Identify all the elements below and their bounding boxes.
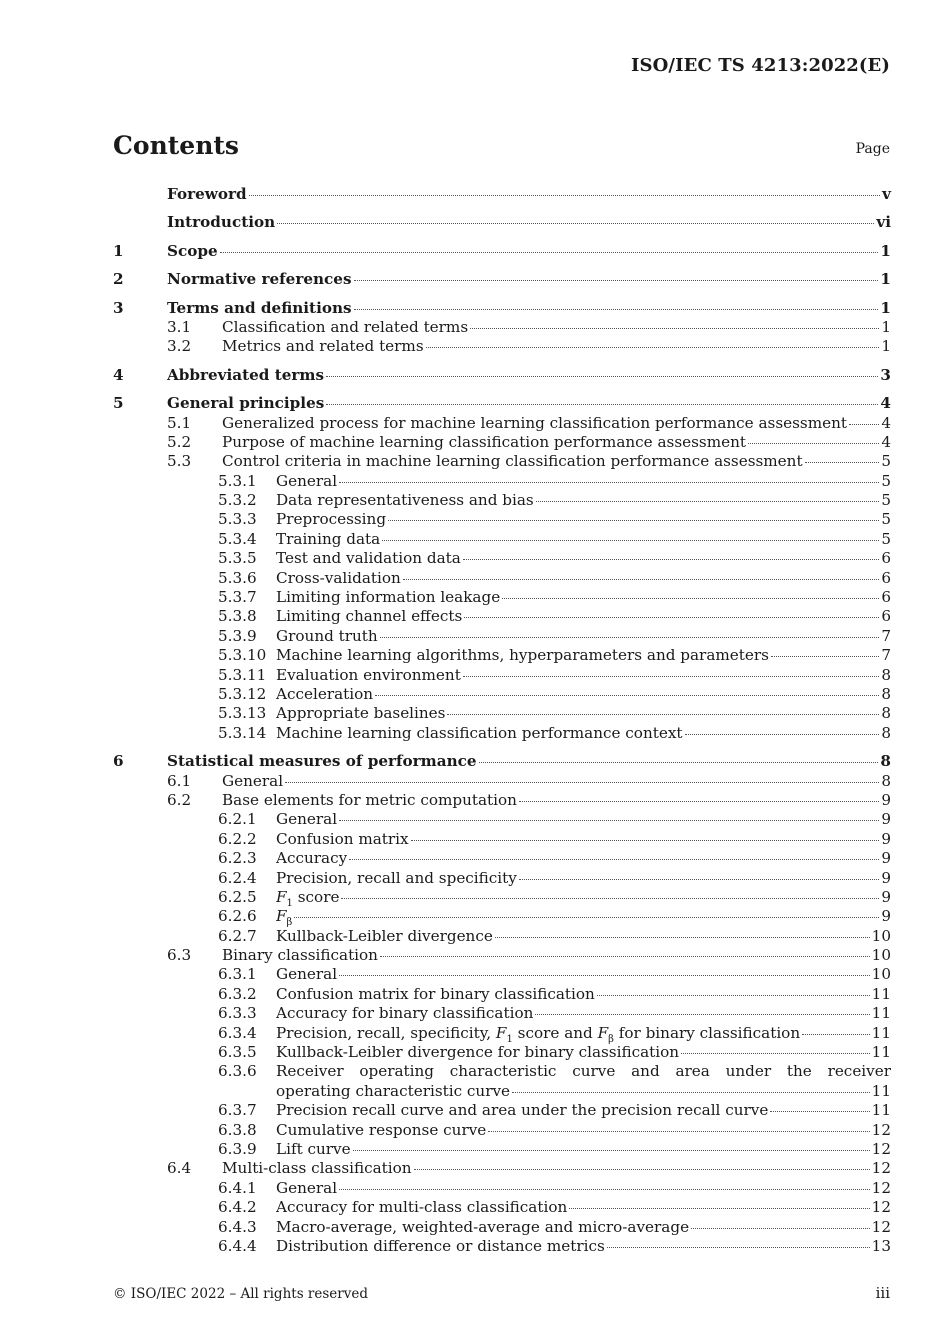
toc-entry[interactable] bbox=[113, 907, 891, 929]
toc-entry-number: 5.3.3 bbox=[218, 510, 257, 529]
toc-entry[interactable] bbox=[113, 366, 891, 385]
toc-entry-number: 6.2.3 bbox=[218, 849, 257, 868]
toc-entry-page: vi bbox=[876, 213, 891, 232]
dot-leader bbox=[375, 694, 879, 696]
toc-entry-number: 6.3.3 bbox=[218, 1004, 257, 1023]
toc-entry-number: 6.3.9 bbox=[218, 1139, 257, 1158]
toc-entry-number: 5.3.14 bbox=[218, 723, 267, 742]
toc-entry-title: Terms and definitions bbox=[167, 298, 352, 317]
toc-entry[interactable] bbox=[113, 1062, 891, 1101]
toc-entry-page: 5 bbox=[881, 452, 891, 471]
dot-leader bbox=[502, 597, 879, 599]
dot-leader bbox=[294, 916, 879, 918]
toc-entry[interactable] bbox=[113, 946, 891, 965]
toc-entry-title: Accuracy for multi-class classification bbox=[276, 1198, 568, 1217]
toc-entry-title: Machine learning classification performance context bbox=[276, 723, 683, 742]
dot-leader bbox=[519, 878, 879, 880]
toc-entry-title: Foreword bbox=[167, 185, 247, 203]
dot-leader bbox=[349, 858, 879, 860]
toc-entry-page: 13 bbox=[871, 1236, 891, 1255]
toc-entry-number: 5.3 bbox=[167, 452, 192, 471]
toc-entry-title: General bbox=[276, 471, 338, 490]
toc-entry-title: Data representativeness and bias bbox=[276, 491, 534, 510]
toc-entry-title: Accuracy bbox=[276, 849, 348, 868]
toc-entry-title-continued: operating characteristic curve bbox=[276, 1081, 511, 1100]
toc-entry-title: Cross-validation bbox=[276, 568, 401, 587]
toc-entry[interactable] bbox=[113, 242, 891, 261]
toc-entry[interactable] bbox=[113, 185, 891, 204]
toc-entry[interactable] bbox=[113, 1004, 891, 1023]
toc-entry-page: 10 bbox=[871, 965, 891, 984]
toc-entry-page: 6 bbox=[881, 568, 891, 587]
toc-entry-title: Generalized process for machine learning classification performance assessment bbox=[222, 413, 847, 432]
toc-entry[interactable] bbox=[113, 569, 891, 588]
toc-entry-title: Kullback-Leibler divergence for binary classification bbox=[276, 1043, 680, 1062]
toc-entry[interactable] bbox=[113, 530, 891, 549]
toc-entry-number: 6 bbox=[113, 752, 124, 771]
toc-entry-number: 5.2 bbox=[167, 432, 192, 451]
toc-entry-number: 5.3.5 bbox=[218, 549, 257, 568]
toc-entry-title: Metrics and related terms bbox=[222, 337, 424, 356]
toc-entry-page: 4 bbox=[880, 394, 891, 413]
toc-entry-title: $F_1$ score bbox=[276, 887, 340, 909]
toc-entry-page: 11 bbox=[871, 1004, 891, 1023]
dot-leader bbox=[353, 1149, 870, 1151]
dot-leader bbox=[388, 519, 879, 521]
toc-entry-number: 3 bbox=[113, 298, 124, 317]
toc-entry-title: Confusion matrix for binary classification bbox=[276, 984, 595, 1003]
dot-leader bbox=[464, 616, 879, 618]
toc-entry-title: Control criteria in machine learning classification performance assessment bbox=[222, 452, 803, 471]
toc-entry-title: Appropriate baselines bbox=[276, 704, 446, 723]
toc-entry[interactable] bbox=[113, 849, 891, 868]
toc-entry-page: 9 bbox=[881, 849, 891, 868]
toc-entry[interactable] bbox=[113, 549, 891, 568]
toc-entry-number: 5.3.7 bbox=[218, 588, 257, 607]
toc-entry[interactable] bbox=[113, 810, 891, 829]
toc-entry-title: Limiting information leakage bbox=[276, 588, 501, 607]
toc-entry-title: Kullback-Leibler divergence bbox=[276, 926, 493, 945]
toc-entry-number: 6.2.1 bbox=[218, 810, 257, 829]
toc-entry-number: 6.2 bbox=[167, 790, 192, 809]
toc-entry-title: Distribution difference or distance metrics bbox=[276, 1236, 605, 1255]
dot-leader bbox=[285, 781, 879, 783]
dot-leader bbox=[771, 655, 879, 657]
toc-entry[interactable] bbox=[113, 607, 891, 626]
toc-entry-page: 1 bbox=[880, 241, 891, 260]
toc-entry-number: 3.1 bbox=[167, 317, 192, 336]
toc-entry-number: 5.3.1 bbox=[218, 471, 257, 490]
toc-entry[interactable] bbox=[113, 1140, 891, 1159]
toc-entry-title: General bbox=[276, 1178, 338, 1197]
toc-entry-page: 11 bbox=[871, 1023, 891, 1042]
toc-entry-title: Limiting channel effects bbox=[276, 607, 463, 626]
toc-entry[interactable] bbox=[113, 337, 891, 356]
dot-leader bbox=[512, 1091, 870, 1093]
toc-entry-number: 5.1 bbox=[167, 413, 192, 432]
toc-entry-line bbox=[113, 1082, 891, 1101]
toc-entry-number: 5 bbox=[113, 394, 124, 413]
toc-entry-page: v bbox=[882, 185, 891, 203]
dot-leader bbox=[748, 442, 879, 444]
toc-entry-title: Binary classification bbox=[222, 946, 378, 965]
dot-leader bbox=[339, 1188, 870, 1190]
toc-entry-page: 5 bbox=[881, 529, 891, 548]
toc-entry[interactable] bbox=[113, 213, 891, 232]
toc-entry[interactable] bbox=[113, 685, 891, 704]
dot-leader bbox=[685, 733, 880, 735]
toc-entry-page: 5 bbox=[881, 510, 891, 529]
toc-entry-page: 12 bbox=[871, 1139, 891, 1158]
copyright-notice: © ISO/IEC 2022 – All rights reserved bbox=[113, 1286, 368, 1302]
toc-entry-title: Receiver operating characteristic curve and area under the receiver bbox=[276, 1062, 891, 1081]
toc-entry-number: 5.3.4 bbox=[218, 529, 257, 548]
toc-entry-number: 6.3 bbox=[167, 946, 192, 965]
toc-entry[interactable] bbox=[113, 1159, 891, 1178]
toc-entry-number: 6.3.2 bbox=[218, 984, 257, 1003]
toc-entry-number: 6.3.4 bbox=[218, 1023, 257, 1042]
toc-entry-number: 6.3.6 bbox=[218, 1062, 257, 1081]
toc-entry-page: 8 bbox=[880, 752, 891, 771]
dot-leader bbox=[463, 558, 880, 560]
toc-entry-title: Confusion matrix bbox=[276, 829, 409, 848]
toc-entry[interactable] bbox=[113, 588, 891, 607]
toc-entry-title: Lift curve bbox=[276, 1139, 351, 1158]
toc-entry-page: 9 bbox=[881, 829, 891, 848]
dot-leader bbox=[382, 539, 879, 541]
toc-entry-page: 12 bbox=[871, 1217, 891, 1236]
toc-entry-page: 10 bbox=[871, 926, 891, 945]
dot-leader bbox=[691, 1227, 870, 1229]
toc-entry-page: 3 bbox=[880, 365, 891, 384]
toc-entry-title: Scope bbox=[167, 241, 218, 260]
toc-entry[interactable] bbox=[113, 299, 891, 318]
toc-entry-number: 3.2 bbox=[167, 337, 192, 356]
toc-entry-number: 6.3.5 bbox=[218, 1043, 257, 1062]
toc-entry-page: 8 bbox=[881, 704, 891, 723]
toc-entry-title: Evaluation environment bbox=[276, 665, 461, 684]
toc-entry-number: 6.4.3 bbox=[218, 1217, 257, 1236]
toc-entry-page: 4 bbox=[881, 432, 891, 451]
document-identifier: ISO/IEC TS 4213:2022(E) bbox=[631, 55, 890, 76]
toc-entry[interactable] bbox=[113, 830, 891, 849]
toc-entry-number: 6.2.4 bbox=[218, 868, 257, 887]
toc-entry[interactable] bbox=[113, 1024, 891, 1043]
toc-entry-title: Normative references bbox=[167, 270, 352, 289]
dot-leader bbox=[519, 800, 879, 802]
toc-entry-title: Acceleration bbox=[276, 684, 374, 703]
toc-entry-page: 11 bbox=[871, 1101, 891, 1120]
toc-entry-page: 1 bbox=[880, 298, 891, 317]
toc-entry[interactable] bbox=[113, 433, 891, 452]
toc-entry[interactable] bbox=[113, 985, 891, 1004]
toc-entry[interactable] bbox=[113, 491, 891, 510]
toc-entry-number: 6.4.1 bbox=[218, 1178, 257, 1197]
dot-leader bbox=[770, 1110, 869, 1112]
toc-entry-number: 5.3.13 bbox=[218, 704, 267, 723]
toc-entry[interactable] bbox=[113, 394, 891, 413]
toc-entry-title: Precision, recall and specificity bbox=[276, 868, 517, 887]
toc-entry-number: 6.3.7 bbox=[218, 1101, 257, 1120]
toc-entry-page: 9 bbox=[881, 887, 891, 906]
dot-leader bbox=[380, 955, 870, 957]
toc-entry-page: 8 bbox=[881, 723, 891, 742]
toc-entry-title: Machine learning algorithms, hyperparameters and parameters bbox=[276, 646, 769, 665]
toc-entry[interactable] bbox=[113, 1218, 891, 1237]
toc-entry-number: 6.2.6 bbox=[218, 907, 257, 926]
dot-leader bbox=[849, 423, 879, 425]
toc-entry-page: 6 bbox=[881, 549, 891, 568]
toc-entry-page: 9 bbox=[881, 868, 891, 887]
toc-entry[interactable] bbox=[113, 510, 891, 529]
dot-leader bbox=[339, 481, 879, 483]
dot-leader bbox=[339, 974, 870, 976]
toc-entry[interactable] bbox=[113, 704, 891, 723]
toc-entry-number: 6.1 bbox=[167, 771, 192, 790]
toc-entry-title: Accuracy for binary classification bbox=[276, 1004, 534, 1023]
dot-leader bbox=[495, 936, 870, 938]
toc-entry-page: 8 bbox=[881, 771, 891, 790]
toc-entry[interactable] bbox=[113, 927, 891, 946]
toc-entry-page: 6 bbox=[881, 588, 891, 607]
dot-leader bbox=[447, 713, 879, 715]
toc-entry[interactable] bbox=[113, 888, 891, 907]
dot-leader bbox=[414, 1168, 870, 1170]
toc-entry-title: Preprocessing bbox=[276, 510, 387, 529]
toc-entry[interactable] bbox=[113, 1198, 891, 1217]
toc-entry-page: 7 bbox=[881, 646, 891, 665]
dot-leader bbox=[536, 500, 880, 502]
toc-entry-number: 6.3.1 bbox=[218, 965, 257, 984]
dot-leader bbox=[380, 636, 880, 638]
dot-leader bbox=[411, 839, 880, 841]
toc-entry-title: Training data bbox=[276, 529, 381, 548]
toc-entry-title: $F_\beta$ bbox=[276, 907, 293, 929]
dot-leader bbox=[607, 1246, 870, 1248]
dot-leader bbox=[354, 279, 879, 281]
toc-entry-page: 1 bbox=[881, 317, 891, 336]
dot-leader bbox=[463, 675, 880, 677]
dot-leader bbox=[277, 222, 874, 224]
dot-leader bbox=[681, 1052, 870, 1054]
toc-entry[interactable] bbox=[113, 666, 891, 685]
toc-entry-title: Multi-class classification bbox=[222, 1159, 412, 1178]
toc-entry-number: 4 bbox=[113, 365, 124, 384]
toc-entry[interactable] bbox=[113, 1101, 891, 1120]
toc-entry[interactable] bbox=[113, 791, 891, 810]
toc-entry[interactable] bbox=[113, 752, 891, 771]
toc-entry-title: Purpose of machine learning classification performance assessment bbox=[222, 432, 746, 451]
dot-leader bbox=[470, 327, 879, 329]
toc-entry[interactable] bbox=[113, 452, 891, 471]
toc-entry-page: 12 bbox=[871, 1198, 891, 1217]
toc-entry-number: 6.4.2 bbox=[218, 1198, 257, 1217]
dot-leader bbox=[802, 1033, 870, 1035]
dot-leader bbox=[535, 1013, 869, 1015]
toc-entry[interactable] bbox=[113, 627, 891, 646]
toc-entry-title: Statistical measures of performance bbox=[167, 752, 477, 771]
toc-entry-page: 8 bbox=[881, 684, 891, 703]
toc-entry-number: 5.3.8 bbox=[218, 607, 257, 626]
toc-entry-page: 1 bbox=[881, 337, 891, 356]
dot-leader bbox=[341, 897, 879, 899]
dot-leader bbox=[805, 461, 880, 463]
toc-entry-number: 6.2.7 bbox=[218, 926, 257, 945]
toc-entry-page: 11 bbox=[871, 1081, 891, 1100]
toc-entry-title: Cumulative response curve bbox=[276, 1120, 487, 1139]
toc-entry-page: 9 bbox=[881, 810, 891, 829]
toc-entry-number: 5.3.11 bbox=[218, 665, 267, 684]
toc-entry-title: Precision recall curve and area under the precision recall curve bbox=[276, 1101, 769, 1120]
dot-leader bbox=[339, 819, 879, 821]
toc-entry-page: 7 bbox=[881, 626, 891, 645]
toc-entry-title: General bbox=[222, 771, 284, 790]
toc-entry-line bbox=[113, 1062, 891, 1081]
toc-entry-number: 6.4 bbox=[167, 1159, 192, 1178]
toc-entry-number: 2 bbox=[113, 270, 124, 289]
toc-entry-title: General principles bbox=[167, 394, 325, 413]
toc-entry-title: Precision, recall, specificity, $F_1$ score and $F_\beta$ for binary classification bbox=[276, 1023, 801, 1045]
dot-leader bbox=[326, 375, 878, 377]
toc-entry-number: 1 bbox=[113, 241, 124, 260]
toc-entry-title: Ground truth bbox=[276, 626, 378, 645]
table-of-contents bbox=[113, 185, 891, 1256]
toc-entry-number: 6.3.8 bbox=[218, 1120, 257, 1139]
toc-entry[interactable] bbox=[113, 646, 891, 665]
toc-entry-page: 1 bbox=[880, 270, 891, 289]
page-column-label: Page bbox=[855, 141, 890, 157]
dot-leader bbox=[597, 994, 870, 996]
toc-entry[interactable] bbox=[113, 270, 891, 289]
toc-entry-page: 9 bbox=[881, 907, 891, 926]
dot-leader bbox=[249, 194, 881, 196]
toc-entry-number: 5.3.2 bbox=[218, 491, 257, 510]
toc-entry-number: 6.2.2 bbox=[218, 829, 257, 848]
toc-entry-title: Test and validation data bbox=[276, 549, 461, 568]
toc-entry-title: General bbox=[276, 965, 338, 984]
toc-entry[interactable] bbox=[113, 1121, 891, 1140]
toc-entry[interactable] bbox=[113, 965, 891, 984]
toc-entry[interactable] bbox=[113, 414, 891, 433]
toc-entry-page: 8 bbox=[881, 665, 891, 684]
toc-entry[interactable] bbox=[113, 1179, 891, 1198]
toc-entry-page: 4 bbox=[881, 413, 891, 432]
contents-heading: Contents bbox=[113, 131, 240, 160]
toc-entry-page: 12 bbox=[871, 1178, 891, 1197]
dot-leader bbox=[426, 346, 880, 348]
toc-entry-page: 5 bbox=[881, 491, 891, 510]
toc-entry-page: 12 bbox=[871, 1159, 891, 1178]
toc-entry-number: 5.3.6 bbox=[218, 568, 257, 587]
toc-entry[interactable] bbox=[113, 1237, 891, 1256]
toc-entry-title: General bbox=[276, 810, 338, 829]
toc-entry-number: 5.3.10 bbox=[218, 646, 267, 665]
toc-entry-page: 9 bbox=[881, 790, 891, 809]
toc-entry[interactable] bbox=[113, 472, 891, 491]
dot-leader bbox=[569, 1207, 869, 1209]
toc-entry[interactable] bbox=[113, 318, 891, 337]
toc-entry-title: Classification and related terms bbox=[222, 317, 469, 336]
dot-leader bbox=[488, 1130, 869, 1132]
toc-entry[interactable] bbox=[113, 869, 891, 888]
toc-entry-number: 5.3.12 bbox=[218, 684, 267, 703]
toc-entry-number: 6.4.4 bbox=[218, 1236, 257, 1255]
toc-entry-page: 6 bbox=[881, 607, 891, 626]
toc-entry-number: 5.3.9 bbox=[218, 626, 257, 645]
toc-entry[interactable] bbox=[113, 724, 891, 743]
toc-entry-title: Introduction bbox=[167, 213, 276, 232]
dot-leader bbox=[220, 251, 879, 253]
toc-entry-page: 12 bbox=[871, 1120, 891, 1139]
dot-leader bbox=[403, 578, 880, 580]
toc-entry[interactable] bbox=[113, 772, 891, 791]
toc-entry-title: Base elements for metric computation bbox=[222, 790, 517, 809]
dot-leader bbox=[326, 403, 878, 405]
page-number: iii bbox=[875, 1284, 890, 1302]
toc-entry-page: 11 bbox=[871, 984, 891, 1003]
toc-entry-page: 5 bbox=[881, 471, 891, 490]
toc-entry-page: 11 bbox=[871, 1043, 891, 1062]
toc-entry-number: 6.2.5 bbox=[218, 887, 257, 906]
toc-entry-title: Macro-average, weighted-average and micro-average bbox=[276, 1217, 690, 1236]
dot-leader bbox=[354, 308, 879, 310]
toc-entry-title: Abbreviated terms bbox=[167, 365, 325, 384]
dot-leader bbox=[479, 761, 879, 763]
toc-entry-page: 10 bbox=[871, 946, 891, 965]
